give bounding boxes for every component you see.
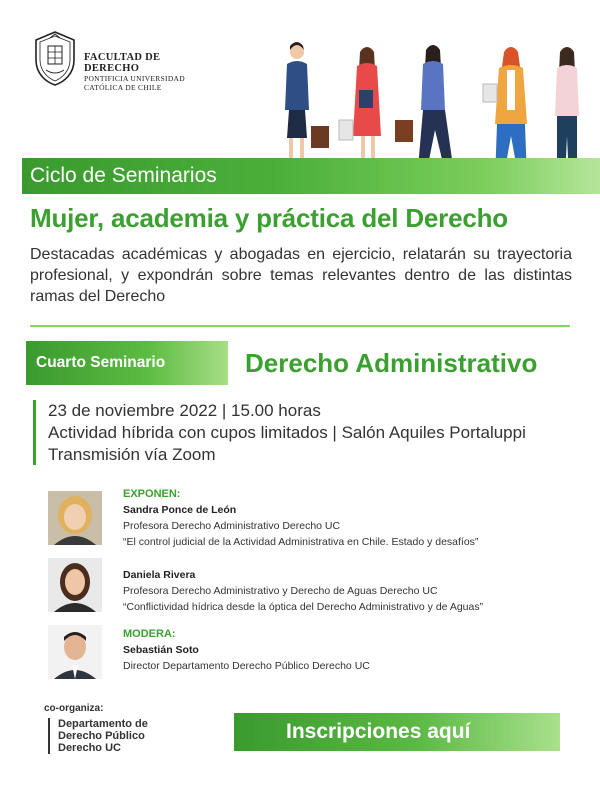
speaker-2-photo	[48, 558, 102, 612]
coorganizer-line-3: Derecho UC	[58, 742, 121, 754]
coorganizer	[44, 703, 148, 754]
moderator-portrait-icon	[48, 625, 102, 679]
registration-button-label: Inscripciones aquí	[286, 720, 471, 743]
event-stream: Transmisión vía Zoom	[48, 445, 216, 464]
faculty-name: FACULTAD DE DERECHO	[84, 52, 161, 74]
speaker-2-talk: “Conflictividad hídrica desde la óptica del Derecho Administrativo y de Aguas”	[123, 601, 484, 613]
registration-button[interactable]	[234, 713, 560, 751]
university-line-1: PONTIFICIA UNIVERSIDAD	[84, 74, 185, 83]
speaker-2-portrait-icon	[48, 558, 102, 612]
coorganizer-line-1: Departamento de	[58, 718, 148, 730]
event-venue: Actividad híbrida con cupos limitados | Salón Aquiles Portaluppi	[48, 423, 526, 442]
speaker-2-info	[123, 567, 483, 615]
speaker-1-portrait-icon	[48, 491, 102, 545]
moderator-name: Sebastián Soto	[123, 644, 199, 656]
moderator-info	[123, 626, 370, 674]
faculty-logo	[34, 30, 204, 90]
seminar-topic: Derecho Administrativo	[245, 348, 538, 378]
speaker-2-name: Daniela Rivera	[123, 569, 196, 581]
seminar-badge	[26, 341, 228, 385]
coorganizer-line-2: Derecho Público	[58, 730, 145, 742]
moderator-heading: MODERA:	[123, 628, 176, 640]
university-line-2: CATÓLICA DE CHILE	[84, 83, 162, 92]
speaker-1-talk: “El control judicial de la Actividad Administrativa en Chile. Estado y desafíos”	[123, 536, 479, 548]
speaker-1-photo	[48, 491, 102, 545]
coorganizer-label: co-organiza:	[44, 703, 104, 714]
moderator-role: Director Departamento Derecho Público Derecho UC	[123, 660, 370, 672]
event-description: Destacadas académicas y abogadas en ejercicio, relatarán su trayectoria profesional, y expondrán sobre temas relevantes dentro de las distintas ramas del Derecho	[30, 246, 572, 305]
divider	[30, 325, 570, 327]
seminar-label: Cuarto Seminario	[36, 354, 166, 371]
speaker-1-info	[123, 486, 478, 550]
moderator-photo	[48, 625, 102, 679]
series-band	[22, 158, 600, 194]
event-details	[33, 400, 526, 465]
speakers-heading: EXPONEN:	[123, 488, 181, 500]
speaker-2-role: Profesora Derecho Administrativo y Derecho de Aguas Derecho UC	[123, 585, 438, 597]
series-label: Ciclo de Seminarios	[30, 164, 217, 187]
speaker-1-name: Sandra Ponce de León	[123, 504, 237, 516]
university-seal-icon	[34, 30, 76, 86]
coorganizer-name	[48, 718, 148, 754]
page-title: Mujer, academia y práctica del Derecho	[30, 203, 508, 233]
speaker-1-role: Profesora Derecho Administrativo Derecho UC	[123, 520, 341, 532]
event-date: 23 de noviembre 2022 | 15.00 horas	[48, 401, 321, 420]
